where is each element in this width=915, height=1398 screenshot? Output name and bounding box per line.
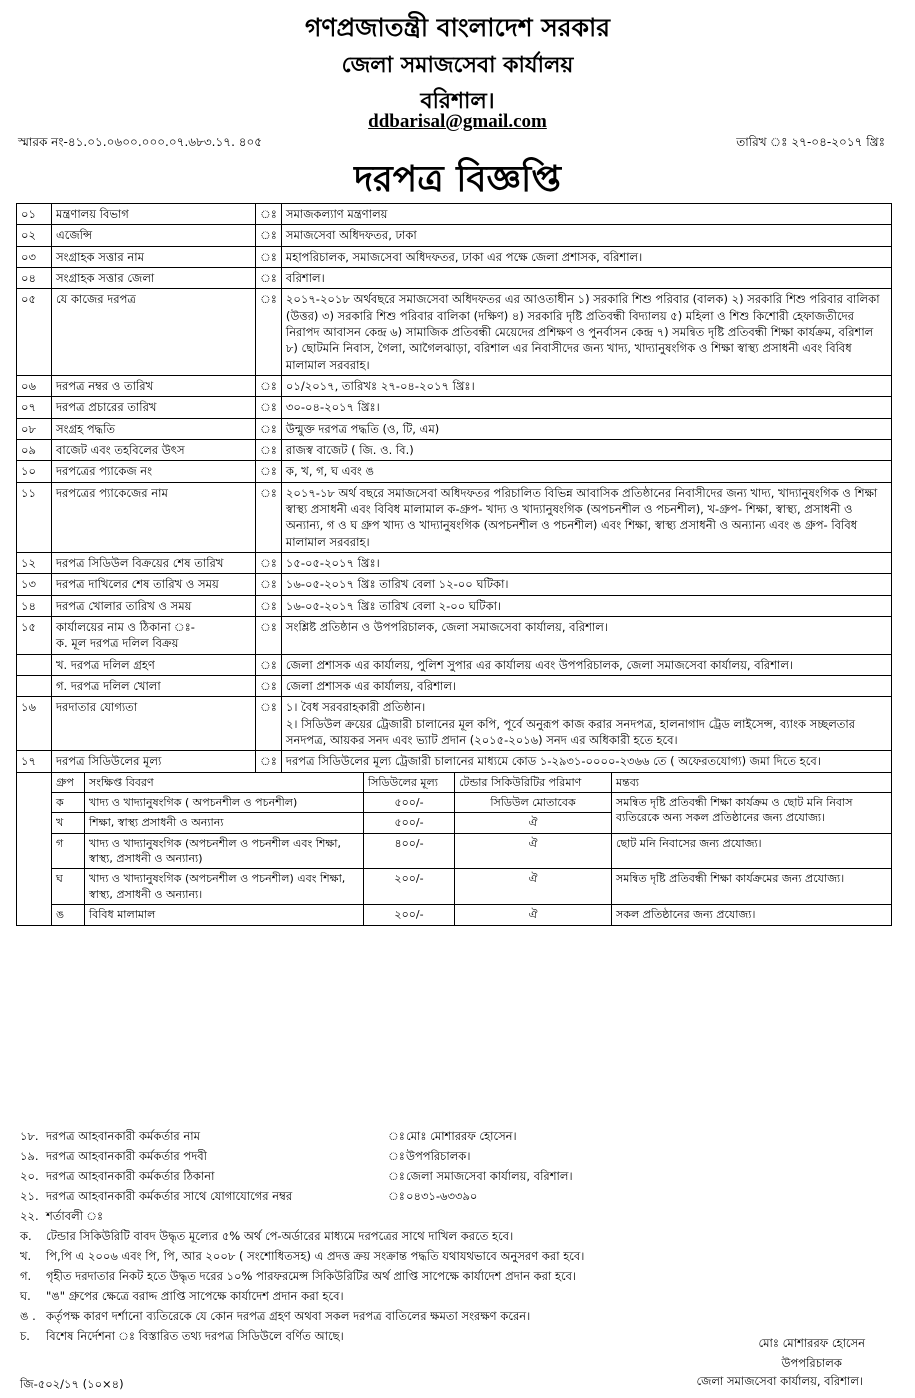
row-label: বাজেট এবং তহবিলের উৎস <box>52 439 256 460</box>
row-value: ২০১৭-১৮ অর্থ বছরে সমাজসেবা অধিদফতর পরিচালিত বিভিন্ন আবাসিক প্রতিষ্ঠানের নিবাসীদের জন্য খাদ্য, খাদ্যানুষংগিক ও শিক্ষা স্বাস্থ্য প্রসাধনী এবং বিবিধ মালামাল ক-গ্রুপ- খাদ্য ও খাদ্যানুষংগিক (অপচনশীল ও পচনশীল), খ-গ্রুপ- শিক্ষা, স্বাস্থ্য, প্রসাধনী ও অন্যান্য, গ ও ঘ গ্রুপ খাদ্য ও খাদ্যানুষংগিক (অপচনশীল ও পচনশীল) এবং শিক্ষা, স্বাস্থ্য প্রসাধনী ও অন্যান্য এবং ঙ গ্রুপ- বিবিধ মালামাল সরবরাহ। <box>281 482 891 552</box>
notice-date: তারিখ ঃ ২৭-০৪-২০১৭ খ্রিঃ <box>736 135 885 149</box>
officer-row <box>20 1166 900 1186</box>
row-label: দরদাতার যোগ্যতা <box>52 697 256 751</box>
item-value: জেলা সমাজসেবা কার্যালয়, বরিশাল। <box>406 1169 573 1183</box>
row-label: দরপত্র দাখিলের শেষ তারিখ ও সময় <box>52 574 256 595</box>
table-row: খ. দরপত্র দলিল গ্রহণ ঃ জেলা প্রশাসক এর কার্যালয়, পুলিশ সুপার এর কার্যালয় এবং উপপরিচালক, জেলা সমাজসেবা কার্যালয়, বরিশাল। <box>17 654 892 675</box>
signature-block <box>758 1333 865 1373</box>
table-row <box>17 267 892 288</box>
group-table-row <box>17 772 892 925</box>
item-number: ১৮. <box>20 1129 39 1143</box>
table-row <box>17 461 892 482</box>
item-number: ১৯. <box>20 1149 39 1163</box>
row-colon: ঃ <box>256 595 282 616</box>
row-colon: ঃ <box>256 375 282 396</box>
row-colon: ঃ <box>256 574 282 595</box>
row-number: ০৭ <box>17 397 52 418</box>
row-number: ১৩ <box>17 574 52 595</box>
condition-row <box>20 1226 900 1246</box>
notice-title: দরপত্র বিজ্ঞপ্তি <box>354 159 561 200</box>
item-colon: ঃ <box>388 1129 405 1143</box>
row-label: সংগ্রাহক সত্তার নাম <box>52 246 256 267</box>
item-value: ০৪৩১-৬৩৩৯০ <box>406 1189 478 1203</box>
row-value: জেলা প্রশাসক এর কার্যালয়, পুলিশ সুপার এর কার্যালয় এবং উপপরিচালক, জেলা সমাজসেবা কার্যালয়, বরিশাল। <box>281 654 891 675</box>
item-label: দরপত্র আহবানকারী কর্মকর্তার ঠিকানা <box>46 1169 215 1183</box>
officer-row <box>20 1146 900 1166</box>
row-value: রাজস্ব বাজেট ( জি. ও. বি.) <box>281 439 891 460</box>
condition-text: বিশেষ নির্দেশনা ঃ বিস্তারিত তথ্য দরপত্র সিডিউলে বর্ণিত আছে। <box>46 1329 344 1343</box>
group-row: ক খাদ্য ও খাদ্যানুষংগিক ( অপচনশীল ও পচনশীল) ৫০০/- সিডিউল মোতাবেক সমন্বিত দৃষ্টি প্রতিবন্ধী শিক্ষা কার্যক্রম ও ছোট মনি নিবাস ব্যতিরেকে অন্য সকল প্রতিষ্ঠানের জন্য প্রযোজ্য। <box>52 792 891 812</box>
condition-text: পি,পি এ ২০০৬ এবং পি, পি, আর ২০০৮ ( সংশোধিতসহ) এ প্রদত্ত ক্রয় সংক্রান্ত পদ্ধতি যথাযথভাবে অনুসরণ করা হবে। <box>46 1249 585 1263</box>
group-row: ঙ বিবিধ মালামাল ২০০/- ঐ সকল প্রতিষ্ঠানের জন্য প্রযোজ্য। <box>52 905 891 925</box>
group-row: ঘ খাদ্য ও খাদ্যানুষংগিক (অপচনশীল ও পচনশীল) এবং শিক্ষা, স্বাস্থ্য, প্রসাধনী ও অন্যান্য। ২০০/- ঐ সমন্বিত দৃষ্টি প্রতিবন্ধী শিক্ষা কার্যক্রমের জন্য প্রযোজ্য। <box>52 869 891 905</box>
row-number: ১৪ <box>17 595 52 616</box>
row-value: মহাপরিচালক, সমাজসেবা অধিদফতর, ঢাকা এর পক্ষে জেলা প্রশাসক, বরিশাল। <box>281 246 891 267</box>
row-colon: ঃ <box>256 461 282 482</box>
row-label: দরপত্রের প্যাকেজ নং <box>52 461 256 482</box>
row-number: ০৩ <box>17 246 52 267</box>
publication-code: জি-৫০২/১৭ (১০×৪) <box>20 1377 124 1391</box>
condition-number: চ. <box>20 1329 30 1343</box>
row-value: ১৬-০৫-২০১৭ খ্রিঃ তারিখ বেলা ২-০০ ঘটিকা। <box>281 595 891 616</box>
item-value: উপপরিচালক। <box>406 1149 471 1163</box>
row-label: দরপত্রের প্যাকেজের নাম <box>52 482 256 552</box>
header-description: সংক্ষিপ্ত বিবরণ <box>85 773 364 793</box>
row-colon: ঃ <box>256 397 282 418</box>
officer-row <box>20 1126 900 1146</box>
row-colon: ঃ <box>256 552 282 573</box>
condition-text: কর্তৃপক্ষ কারণ দর্শানো ব্যতিরেকে যে কোন দরপত্র গ্রহণ অথবা সকল দরপত্র বাতিলের ক্ষমতা সংরক্ষণ করেন। <box>46 1309 531 1323</box>
row-colon: ঃ <box>256 267 282 288</box>
table-row <box>17 225 892 246</box>
row-colon: ঃ <box>256 204 282 225</box>
condition-number: ঙ . <box>20 1309 36 1323</box>
row-label: সংগ্রহ পদ্ধতি <box>52 418 256 439</box>
row-value: ০১/২০১৭, তারিখঃ ২৭-০৪-২০১৭ খ্রিঃ। <box>281 375 891 396</box>
row-colon: ঃ <box>256 225 282 246</box>
row-value: সংশ্লিষ্ট প্রতিষ্ঠান ও উপপরিচালক, জেলা সমাজসেবা কার্যালয়, বরিশাল। <box>281 616 891 654</box>
signatory-designation: উপপরিচালক <box>781 1356 842 1370</box>
remarks-ab: সমন্বিত দৃষ্টি প্রতিবন্ধী শিক্ষা কার্যক্রম ও ছোট মনি নিবাস ব্যতিরেকে অন্য সকল প্রতিষ্ঠানের জন্য প্রযোজ্য। <box>612 792 892 833</box>
row-value: জেলা প্রশাসক এর কার্যালয়, বরিশাল। <box>281 675 891 696</box>
item-label: শর্তাবলী ঃ <box>46 1209 104 1223</box>
row-number: ১১ <box>17 482 52 552</box>
table-row <box>17 375 892 396</box>
table-row <box>17 439 892 460</box>
row-label: দরপত্র সিডিউলের মূল্য <box>52 751 256 772</box>
city-heading: বরিশাল। <box>420 89 495 114</box>
row-label: গ. দরপত্র দলিল খোলা <box>52 675 256 696</box>
row-label: কার্যালয়ের নাম ও ঠিকানা ঃ- <box>56 619 195 634</box>
header-price: সিডিউলের মূল্য <box>364 773 455 793</box>
table-row <box>17 289 892 376</box>
condition-text: টেন্ডার সিকিউরিটি বাবদ উদ্ধৃত মূল্যের ৫% অর্থ পে-অর্ডারের মাধ্যমে দরপত্রের সাথে দাখিল করতে হবে। <box>46 1229 514 1243</box>
officer-row <box>20 1206 900 1226</box>
group-row: খ শিক্ষা, স্বাস্থ্য প্রসাধনী ও অন্যান্য ৫০০/- ঐ <box>52 813 891 833</box>
row-colon: ঃ <box>256 482 282 552</box>
row-number: ০১ <box>17 204 52 225</box>
header-remarks: মন্তব্য <box>612 773 892 793</box>
item-number: ২০. <box>20 1169 39 1183</box>
table-row <box>17 574 892 595</box>
group-price-table <box>52 773 891 925</box>
row-value: ২০১৭-২০১৮ অর্থবছরে সমাজসেবা অধিদফতর এর আওতাধীন ১) সরকারি শিশু পরিবার (বালক) ২) সরকারি শিশু পরিবার বালিকা (উত্তর) ৩) সরকারি শিশু পরিবার বালিকা (দক্ষিণ) ৪) সরকারি দৃষ্টি প্রতিবন্ধী বিদ্যালয় ৫) মহিলা ও শিশু কিশোরী হেফাজতীদের নিরাপদ আবাসন কেন্দ্র ৬) সামাজিক প্রতিবন্ধী মেয়েদের প্রশিক্ষণ ও পুনর্বাসন কেন্দ্র ৭) সমন্বিত দৃষ্টি প্রতিবন্ধী শিক্ষা কার্যক্রম, বরিশাল ৮) ছোটমনি নিবাস, গৈলা, আগৈলঝাড়া, বরিশাল এর নিবাসীদের জন্য খাদ্য, খাদ্যানুষংগিক ও শিক্ষা স্বাস্থ্য প্রসাধনী এবং বিবিধ মালামাল সরবরাহ। <box>281 289 891 376</box>
item-number: ২১. <box>20 1189 39 1203</box>
table-row <box>17 482 892 552</box>
officer-and-conditions <box>20 1126 900 1346</box>
row-colon: ঃ <box>256 246 282 267</box>
condition-number: খ. <box>20 1249 32 1263</box>
condition-number: ঘ. <box>20 1289 31 1303</box>
item-label: দরপত্র আহবানকারী কর্মকর্তার পদবী <box>46 1149 207 1163</box>
qualification-item: ১। বৈধ সরবরাহকারী প্রতিষ্ঠান। <box>285 700 426 715</box>
row-label: মন্ত্রণালয় বিভাগ <box>52 204 256 225</box>
group-table-header <box>52 773 891 793</box>
row-label: দরপত্র সিডিউল বিক্রয়ের শেষ তারিখ <box>52 552 256 573</box>
row-colon: ঃ <box>256 289 282 376</box>
row-label: এজেন্সি <box>52 225 256 246</box>
row-colon: ঃ <box>256 439 282 460</box>
row-value: বরিশাল। <box>281 267 891 288</box>
header-security: টেন্ডার সিকিউরিটির পরিমাণ <box>455 773 612 793</box>
item-label: দরপত্র আহবানকারী কর্মকর্তার নাম <box>46 1129 200 1143</box>
row-label: সংগ্রাহক সত্তার জেলা <box>52 267 256 288</box>
table-row <box>17 418 892 439</box>
qualification-item: ২। সিডিউল ক্রয়ের ট্রেজারী চালানের মূল কপি, পূর্বে অনুরূপ কাজ করার সনদপত্র, হালনাগাদ ট্রেড লাইসেন্স, ব্যাংক সচ্ছলতার সনদপত্র, আয়কর সনদ এবং ভ্যাট প্রদান (২০১৫-২০১৬) সনদ এর অধিকারী হতে হবে। <box>285 716 856 747</box>
item-colon: ঃ <box>388 1169 405 1183</box>
row-label: ক. মূল দরপত্র দলিল বিক্রয় <box>56 636 179 651</box>
row-value: উন্মুক্ত দরপত্র পদ্ধতি (ও, টি, এম) <box>281 418 891 439</box>
signatory-office: জেলা সমাজসেবা কার্যালয়, বরিশাল। <box>696 1374 863 1388</box>
office-heading: জেলা সমাজসেবা কার্যালয় <box>341 53 574 78</box>
row-value: ক, খ, গ, ঘ এবং ঙ <box>281 461 891 482</box>
officer-row <box>20 1186 900 1206</box>
row-value: সমাজসেবা অধিদফতর, ঢাকা <box>281 225 891 246</box>
office-email: ddbarisal@gmail.com <box>368 111 547 132</box>
table-row: ১৭ দরপত্র সিডিউলের মূল্য ঃ দরপত্র সিডিউলের মূল্য ট্রেজারী চালানের মাধ্যমে কোড ১-২৯৩১-০০০০-২৩৬৬ তে ( অফেরতযোগ্য) জমা দিতে হবে। <box>17 751 892 772</box>
row-colon: ঃ <box>256 418 282 439</box>
row-number: ০৮ <box>17 418 52 439</box>
row-value: ১৬-০৫-২০১৭ খ্রিঃ তারিখ বেলা ১২-০০ ঘটিকা। <box>281 574 891 595</box>
row-value: সমাজকল্যাণ মন্ত্রণালয় <box>281 204 891 225</box>
row-number: ০৬ <box>17 375 52 396</box>
item-colon: ঃ <box>388 1189 405 1203</box>
group-row: গ খাদ্য ও খাদ্যানুষংগিক (অপচনশীল ও পচনশীল এবং শিক্ষা, স্বাস্থ্য, প্রসাধনী ও অন্যান্য) ৪০০/- ঐ ছোট মনি নিবাসের জন্য প্রযোজ্য। <box>52 833 891 869</box>
table-row: গ. দরপত্র দলিল খোলা ঃ জেলা প্রশাসক এর কার্যালয়, বরিশাল। <box>17 675 892 696</box>
memo-number: স্মারক নং-৪১.০১.০৬০০.০০০.০৭.৬৮৩.১৭. ৪০৫ <box>18 135 263 149</box>
row-number: ০৪ <box>17 267 52 288</box>
government-heading: গণপ্রজাতন্ত্রী বাংলাদেশ সরকার <box>305 13 610 42</box>
condition-row <box>20 1246 900 1266</box>
condition-row <box>20 1286 900 1306</box>
table-row: ১৬ দরদাতার যোগ্যতা ঃ ১। বৈধ সরবরাহকারী প্রতিষ্ঠান। ২। সিডিউল ক্রয়ের ট্রেজারী চালানের মূল কপি, পূর্বে অনুরূপ কাজ করার সনদপত্র, হালনাগাদ ট্রেড লাইসেন্স, ব্যাংক সচ্ছলতার সনদপত্র, আয়কর সনদ এবং ভ্যাট প্রদান (২০১৫-২০১৬) সনদ এর অধিকারী হতে হবে। <box>17 697 892 751</box>
condition-row <box>20 1266 900 1286</box>
table-row <box>17 204 892 225</box>
condition-text: "ঙ" গ্রুপের ক্ষেত্রে বরাদ্দ প্রাপ্তি সাপেক্ষে কার্যাদেশ প্রদান করা হবে। <box>46 1289 344 1303</box>
row-label: খ. দরপত্র দলিল গ্রহণ <box>52 654 256 675</box>
signatory-name: মোঃ মোশাররফ হোসেন <box>758 1336 865 1350</box>
row-value: ৩০-০৪-২০১৭ খ্রিঃ। <box>281 397 891 418</box>
conditions-list <box>20 1226 900 1346</box>
header-group: গ্রুপ <box>52 773 85 793</box>
row-label: যে কাজের দরপত্র <box>52 289 256 376</box>
officer-list <box>20 1126 900 1226</box>
item-number: ২২. <box>20 1209 39 1223</box>
condition-row <box>20 1306 900 1326</box>
row-label: দরপত্র খোলার তারিখ ও সময় <box>52 595 256 616</box>
table-row <box>17 246 892 267</box>
row-number: ০৫ <box>17 289 52 376</box>
row-label: দরপত্র প্রচারের তারিখ <box>52 397 256 418</box>
table-row: ১৫ কার্যালয়ের নাম ও ঠিকানা ঃ- ক. মূল দরপত্র দলিল বিক্রয় ঃ সংশ্লিষ্ট প্রতিষ্ঠান ও উপপরিচালক, জেলা সমাজসেবা কার্যালয়, বরিশাল। <box>17 616 892 654</box>
item-value: মোঃ মোশাররফ হোসেন। <box>406 1129 517 1143</box>
row-number: ১০ <box>17 461 52 482</box>
condition-text: গৃহীত দরদাতার নিকট হতে উদ্ধৃত দরের ১০% পারফরমেন্স সিকিউরিটির অর্থ প্রাপ্তি সাপেক্ষে কার্যাদেশ প্রদান করা হবে। <box>46 1269 577 1283</box>
item-label: দরপত্র আহবানকারী কর্মকর্তার সাথে যোগাযোগের নম্বর <box>46 1189 293 1203</box>
table-row <box>17 397 892 418</box>
row-number: ১২ <box>17 552 52 573</box>
row-value: ১৫-০৫-২০১৭ খ্রিঃ। <box>281 552 891 573</box>
row-number: ০৯ <box>17 439 52 460</box>
row-value: দরপত্র সিডিউলের মূল্য ট্রেজারী চালানের মাধ্যমে কোড ১-২৯৩১-০০০০-২৩৬৬ তে ( অফেরতযোগ্য) জমা দিতে হবে। <box>281 751 891 772</box>
table-row <box>17 552 892 573</box>
condition-number: ক. <box>20 1229 32 1243</box>
condition-number: গ. <box>20 1269 32 1283</box>
tender-details-table <box>16 203 892 926</box>
table-row <box>17 595 892 616</box>
row-number: ০২ <box>17 225 52 246</box>
item-colon: ঃ <box>388 1149 405 1163</box>
row-label: দরপত্র নম্বর ও তারিখ <box>52 375 256 396</box>
